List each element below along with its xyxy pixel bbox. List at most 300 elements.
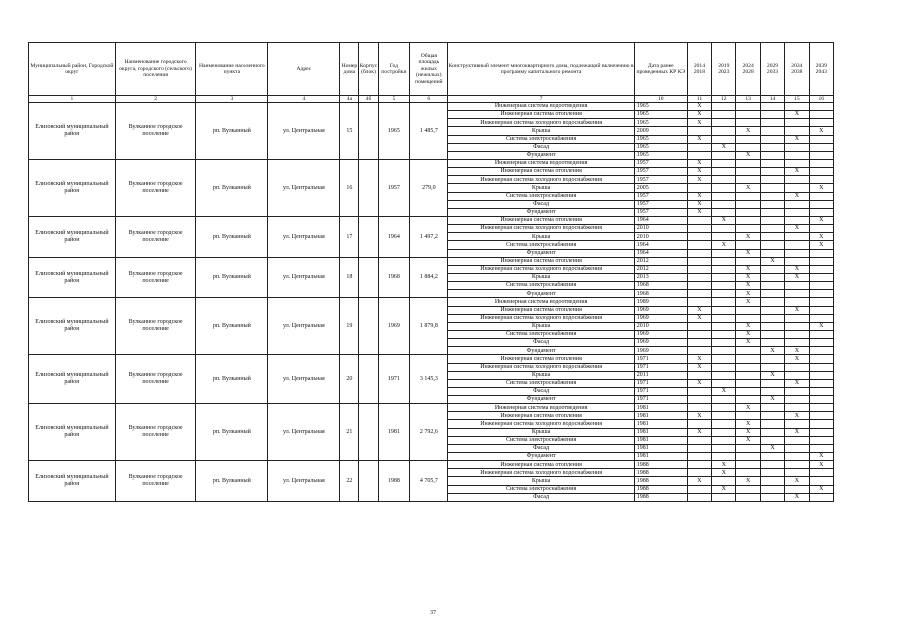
address-cell: ул. Центральная	[268, 216, 340, 257]
element-cell: Фасад	[448, 339, 634, 347]
element-cell: Фундамент	[448, 396, 634, 404]
header-row	[29, 43, 834, 96]
address-cell: ул. Центральная	[268, 355, 340, 404]
element-cell: Крыша	[448, 233, 634, 241]
previous-repair-date-cell: 1965	[634, 119, 687, 127]
period-mark: X	[785, 225, 809, 233]
area-cell: 1 884,2	[410, 257, 448, 298]
period-cell	[736, 314, 760, 322]
column-number: 1	[29, 96, 116, 103]
period-cell	[809, 363, 833, 371]
period-cell	[785, 396, 809, 404]
area-cell: 1 497,2	[410, 216, 448, 257]
block-cell	[359, 355, 378, 404]
period-cell	[736, 200, 760, 208]
period-cell	[785, 363, 809, 371]
period-mark: X	[687, 168, 711, 176]
period-mark: X	[712, 485, 736, 493]
period-mark: X	[785, 428, 809, 436]
previous-repair-date-cell: 1988	[634, 477, 687, 485]
element-cell: Инженерная система холодного водоснабжения	[448, 314, 634, 322]
period-cell	[736, 192, 760, 200]
period-cell	[736, 444, 760, 452]
previous-repair-date-cell: 1968	[634, 290, 687, 298]
period-cell	[712, 453, 736, 461]
period-cell	[809, 192, 833, 200]
period-cell	[809, 314, 833, 322]
period-cell	[687, 396, 711, 404]
period-cell	[809, 477, 833, 485]
element-cell: Инженерная система холодного водоснабжения	[448, 265, 634, 273]
period-cell	[687, 143, 711, 151]
period-cell	[809, 412, 833, 420]
period-cell	[760, 355, 784, 363]
period-cell	[760, 111, 784, 119]
build-year-cell: 1969	[378, 298, 410, 355]
period-cell	[712, 249, 736, 257]
previous-repair-date-cell: 1957	[634, 208, 687, 216]
element-cell: Инженерная система отопления	[448, 412, 634, 420]
period-cell	[736, 461, 760, 469]
period-mark: X	[736, 249, 760, 257]
period-cell	[785, 371, 809, 379]
district-cell: Елизовский муниципальный район	[29, 103, 116, 160]
district-cell: Елизовский муниципальный район	[29, 257, 116, 298]
element-cell: Инженерная система отопления	[448, 111, 634, 119]
previous-repair-date-cell: 1964	[634, 241, 687, 249]
period-cell	[736, 371, 760, 379]
period-mark: X	[785, 379, 809, 387]
period-cell	[736, 363, 760, 371]
previous-repair-date-cell: 1971	[634, 396, 687, 404]
period-cell	[687, 371, 711, 379]
previous-repair-date-cell: 1988	[634, 461, 687, 469]
header-house-number: Номер дома	[340, 43, 359, 96]
period-cell	[785, 322, 809, 330]
period-cell	[712, 159, 736, 167]
period-cell	[760, 282, 784, 290]
period-cell	[785, 453, 809, 461]
period-cell	[760, 273, 784, 281]
period-cell	[809, 151, 833, 159]
element-cell: Инженерная система водоотведения	[448, 103, 634, 111]
period-cell	[760, 151, 784, 159]
period-cell	[809, 444, 833, 452]
locality-cell: рп. Вулканный	[196, 159, 268, 216]
period-cell	[712, 493, 736, 501]
period-cell	[760, 330, 784, 338]
period-cell	[760, 493, 784, 501]
period-mark: X	[736, 282, 760, 290]
header-area: Общая площадь жилых (нежилых) помещений	[410, 43, 448, 96]
period-cell	[687, 347, 711, 355]
period-cell	[809, 298, 833, 306]
settlement-cell: Вулканное городское поселение	[115, 355, 196, 404]
period-cell	[712, 119, 736, 127]
element-cell: Крыша	[448, 322, 634, 330]
period-cell	[785, 404, 809, 412]
period-cell	[760, 314, 784, 322]
period-mark: X	[687, 176, 711, 184]
period-cell	[760, 469, 784, 477]
period-cell	[760, 412, 784, 420]
block-cell	[359, 461, 378, 502]
period-cell	[687, 241, 711, 249]
period-cell	[785, 208, 809, 216]
element-cell: Фасад	[448, 143, 634, 151]
period-cell	[809, 371, 833, 379]
previous-repair-date-cell: 1971	[634, 387, 687, 395]
build-year-cell: 1971	[378, 355, 410, 404]
previous-repair-date-cell: 1957	[634, 192, 687, 200]
period-cell	[785, 282, 809, 290]
column-number: 10	[634, 96, 687, 103]
previous-repair-date-cell: 1965	[634, 143, 687, 151]
period-mark: X	[687, 314, 711, 322]
column-number: 4б	[359, 96, 378, 103]
period-mark: X	[785, 192, 809, 200]
previous-repair-date-cell: 2005	[634, 184, 687, 192]
element-cell: Система электроснабжения	[448, 241, 634, 249]
district-cell: Елизовский муниципальный район	[29, 216, 116, 257]
house-number-cell: 17	[340, 216, 359, 257]
period-cell	[687, 444, 711, 452]
previous-repair-date-cell: 1969	[634, 330, 687, 338]
element-cell: Фасад	[448, 444, 634, 452]
period-mark: X	[712, 241, 736, 249]
period-cell	[785, 461, 809, 469]
element-cell: Фундамент	[448, 208, 634, 216]
period-cell	[785, 241, 809, 249]
period-cell	[760, 339, 784, 347]
house-group	[29, 298, 834, 355]
element-cell: Инженерная система холодного водоснабжения	[448, 420, 634, 428]
previous-repair-date-cell: 1981	[634, 420, 687, 428]
period-mark: X	[785, 493, 809, 501]
address-cell: ул. Центральная	[268, 257, 340, 298]
locality-cell: рп. Вулканный	[196, 461, 268, 502]
previous-repair-date-cell: 1971	[634, 379, 687, 387]
element-cell: Инженерная система водоотведения	[448, 298, 634, 306]
period-cell	[785, 257, 809, 265]
period-mark: X	[785, 265, 809, 273]
table-row	[29, 216, 834, 224]
period-cell	[736, 241, 760, 249]
previous-repair-date-cell: 2012	[634, 257, 687, 265]
period-cell	[785, 420, 809, 428]
previous-repair-date-cell: 2011	[634, 371, 687, 379]
period-cell	[785, 127, 809, 135]
previous-repair-date-cell: 1957	[634, 176, 687, 184]
previous-repair-date-cell: 2010	[634, 322, 687, 330]
period-cell	[809, 330, 833, 338]
table-row	[29, 159, 834, 167]
block-cell	[359, 257, 378, 298]
element-cell: Крыша	[448, 273, 634, 281]
element-cell: Инженерная система водоотведения	[448, 404, 634, 412]
period-mark: X	[687, 379, 711, 387]
period-cell	[760, 176, 784, 184]
period-mark: X	[687, 355, 711, 363]
period-cell	[712, 412, 736, 420]
period-mark: X	[712, 469, 736, 477]
header-previous-repair-date: Дата ранее проведенных КР КЭ	[634, 43, 687, 96]
previous-repair-date-cell: 1981	[634, 444, 687, 452]
period-cell	[809, 469, 833, 477]
locality-cell: рп. Вулканный	[196, 257, 268, 298]
locality-cell: рп. Вулканный	[196, 355, 268, 404]
address-cell: ул. Центральная	[268, 159, 340, 216]
period-mark: X	[785, 273, 809, 281]
period-cell	[736, 143, 760, 151]
header-settlement: Наименование городского округа, городского (сельского) поселения	[115, 43, 196, 96]
previous-repair-date-cell: 1981	[634, 412, 687, 420]
period-cell	[809, 355, 833, 363]
period-cell	[712, 436, 736, 444]
period-cell	[785, 298, 809, 306]
period-cell	[760, 159, 784, 167]
period-cell	[712, 111, 736, 119]
period-cell	[736, 347, 760, 355]
previous-repair-date-cell: 2013	[634, 273, 687, 281]
previous-repair-date-cell: 1971	[634, 355, 687, 363]
period-cell	[687, 387, 711, 395]
period-mark: X	[809, 241, 833, 249]
element-cell: Инженерная система отопления	[448, 216, 634, 224]
period-cell	[712, 314, 736, 322]
house-group	[29, 159, 834, 216]
column-number: 12	[712, 96, 736, 103]
table-row	[29, 103, 834, 111]
settlement-cell: Вулканное городское поселение	[115, 404, 196, 461]
period-mark: X	[687, 200, 711, 208]
period-cell	[712, 168, 736, 176]
period-mark: X	[785, 168, 809, 176]
period-cell	[712, 273, 736, 281]
element-cell: Крыша	[448, 477, 634, 485]
period-cell	[785, 249, 809, 257]
period-cell	[809, 379, 833, 387]
header-period-2029-2033: 2029 2033	[760, 43, 784, 96]
period-cell	[736, 103, 760, 111]
period-mark: X	[736, 436, 760, 444]
period-cell	[760, 485, 784, 493]
element-cell: Инженерная система водоотведения	[448, 159, 634, 167]
period-cell	[712, 176, 736, 184]
area-cell: 1 485,7	[410, 103, 448, 160]
period-cell	[687, 151, 711, 159]
table-row	[29, 461, 834, 469]
period-cell	[809, 159, 833, 167]
house-group	[29, 216, 834, 257]
period-cell	[736, 396, 760, 404]
element-cell: Инженерная система отопления	[448, 257, 634, 265]
district-cell: Елизовский муниципальный район	[29, 355, 116, 404]
period-cell	[760, 420, 784, 428]
period-cell	[785, 103, 809, 111]
period-cell	[760, 290, 784, 298]
column-number: 14	[760, 96, 784, 103]
period-cell	[760, 241, 784, 249]
period-cell	[712, 103, 736, 111]
period-cell	[712, 444, 736, 452]
period-mark: X	[785, 477, 809, 485]
house-number-cell: 21	[340, 404, 359, 461]
period-cell	[736, 168, 760, 176]
period-cell	[760, 322, 784, 330]
header-period-2034-2038: 2034 2038	[785, 43, 809, 96]
area-cell: 279,0	[410, 159, 448, 216]
period-cell	[712, 184, 736, 192]
period-cell	[687, 493, 711, 501]
period-cell	[687, 225, 711, 233]
address-cell: ул. Центральная	[268, 404, 340, 461]
period-mark: X	[809, 127, 833, 135]
element-cell: Система электроснабжения	[448, 436, 634, 444]
table-row	[29, 298, 834, 306]
period-mark: X	[736, 298, 760, 306]
element-cell: Система электроснабжения	[448, 485, 634, 493]
column-number: 6	[410, 96, 448, 103]
address-cell: ул. Центральная	[268, 298, 340, 355]
element-cell: Фундамент	[448, 347, 634, 355]
period-cell	[809, 420, 833, 428]
period-cell	[785, 176, 809, 184]
element-cell: Инженерная система отопления	[448, 461, 634, 469]
period-cell	[785, 485, 809, 493]
period-cell	[712, 200, 736, 208]
period-mark: X	[736, 273, 760, 281]
table-row	[29, 404, 834, 412]
column-number: 4а	[340, 96, 359, 103]
locality-cell: рп. Вулканный	[196, 216, 268, 257]
program-table-sheet	[28, 42, 834, 502]
build-year-cell: 1988	[378, 461, 410, 502]
period-cell	[809, 282, 833, 290]
header-locality: Наименование населенного пункта	[196, 43, 268, 96]
previous-repair-date-cell: 1964	[634, 216, 687, 224]
column-number: 5	[378, 96, 410, 103]
period-mark: X	[736, 330, 760, 338]
period-mark: X	[687, 477, 711, 485]
previous-repair-date-cell: 1981	[634, 453, 687, 461]
previous-repair-date-cell: 1989	[634, 298, 687, 306]
district-cell: Елизовский муниципальный район	[29, 404, 116, 461]
period-mark: X	[687, 103, 711, 111]
period-cell	[760, 404, 784, 412]
build-year-cell: 1981	[378, 404, 410, 461]
period-cell	[760, 461, 784, 469]
house-number-cell: 15	[340, 103, 359, 160]
build-year-cell: 1957	[378, 159, 410, 216]
period-mark: X	[687, 306, 711, 314]
period-cell	[687, 322, 711, 330]
period-cell	[809, 249, 833, 257]
period-mark: X	[809, 233, 833, 241]
element-cell: Фундамент	[448, 249, 634, 257]
period-cell	[809, 428, 833, 436]
period-cell	[687, 404, 711, 412]
period-mark: X	[785, 347, 809, 355]
period-cell	[712, 306, 736, 314]
period-cell	[712, 257, 736, 265]
column-number: 7	[448, 96, 634, 103]
period-cell	[712, 477, 736, 485]
period-cell	[736, 412, 760, 420]
element-cell: Фундамент	[448, 453, 634, 461]
build-year-cell: 1968	[378, 257, 410, 298]
period-cell	[687, 461, 711, 469]
header-period-2024-2028: 2024 2028	[736, 43, 760, 96]
period-cell	[712, 290, 736, 298]
period-cell	[712, 322, 736, 330]
period-cell	[687, 282, 711, 290]
period-cell	[736, 119, 760, 127]
period-cell	[785, 469, 809, 477]
period-mark: X	[760, 257, 784, 265]
period-mark: X	[736, 151, 760, 159]
house-group	[29, 461, 834, 502]
period-mark: X	[736, 322, 760, 330]
period-cell	[809, 387, 833, 395]
previous-repair-date-cell: 1969	[634, 306, 687, 314]
period-mark: X	[687, 135, 711, 143]
period-mark: X	[712, 216, 736, 224]
header-address: Адрес	[268, 43, 340, 96]
period-mark: X	[687, 159, 711, 167]
period-cell	[760, 249, 784, 257]
locality-cell: рп. Вулканный	[196, 404, 268, 461]
period-cell	[687, 436, 711, 444]
period-cell	[712, 330, 736, 338]
period-cell	[687, 233, 711, 241]
period-cell	[809, 265, 833, 273]
header-district: Муниципальный район, Городской округ	[29, 43, 116, 96]
capital-repair-program-table	[28, 42, 834, 502]
period-cell	[809, 436, 833, 444]
period-mark: X	[736, 420, 760, 428]
period-cell	[712, 420, 736, 428]
period-cell	[785, 184, 809, 192]
period-cell	[687, 249, 711, 257]
period-mark: X	[687, 208, 711, 216]
column-number: 16	[809, 96, 833, 103]
period-cell	[687, 216, 711, 224]
period-cell	[712, 233, 736, 241]
period-cell	[736, 159, 760, 167]
column-number: 2	[115, 96, 196, 103]
element-cell: Фасад	[448, 387, 634, 395]
element-cell: Инженерная система холодного водоснабжения	[448, 225, 634, 233]
period-mark: X	[760, 371, 784, 379]
element-cell: Крыша	[448, 127, 634, 135]
table-row	[29, 257, 834, 265]
period-mark: X	[809, 485, 833, 493]
header-period-2014-2018: 2014 2018	[687, 43, 711, 96]
period-cell	[736, 493, 760, 501]
block-cell	[359, 298, 378, 355]
element-cell: Система электроснабжения	[448, 330, 634, 338]
header-build-year: Год постройки	[378, 43, 410, 96]
house-group	[29, 103, 834, 160]
period-mark: X	[712, 461, 736, 469]
period-cell	[712, 339, 736, 347]
period-cell	[760, 208, 784, 216]
element-cell: Инженерная система холодного водоснабжения	[448, 469, 634, 477]
period-cell	[712, 135, 736, 143]
period-cell	[687, 257, 711, 265]
period-cell	[736, 111, 760, 119]
